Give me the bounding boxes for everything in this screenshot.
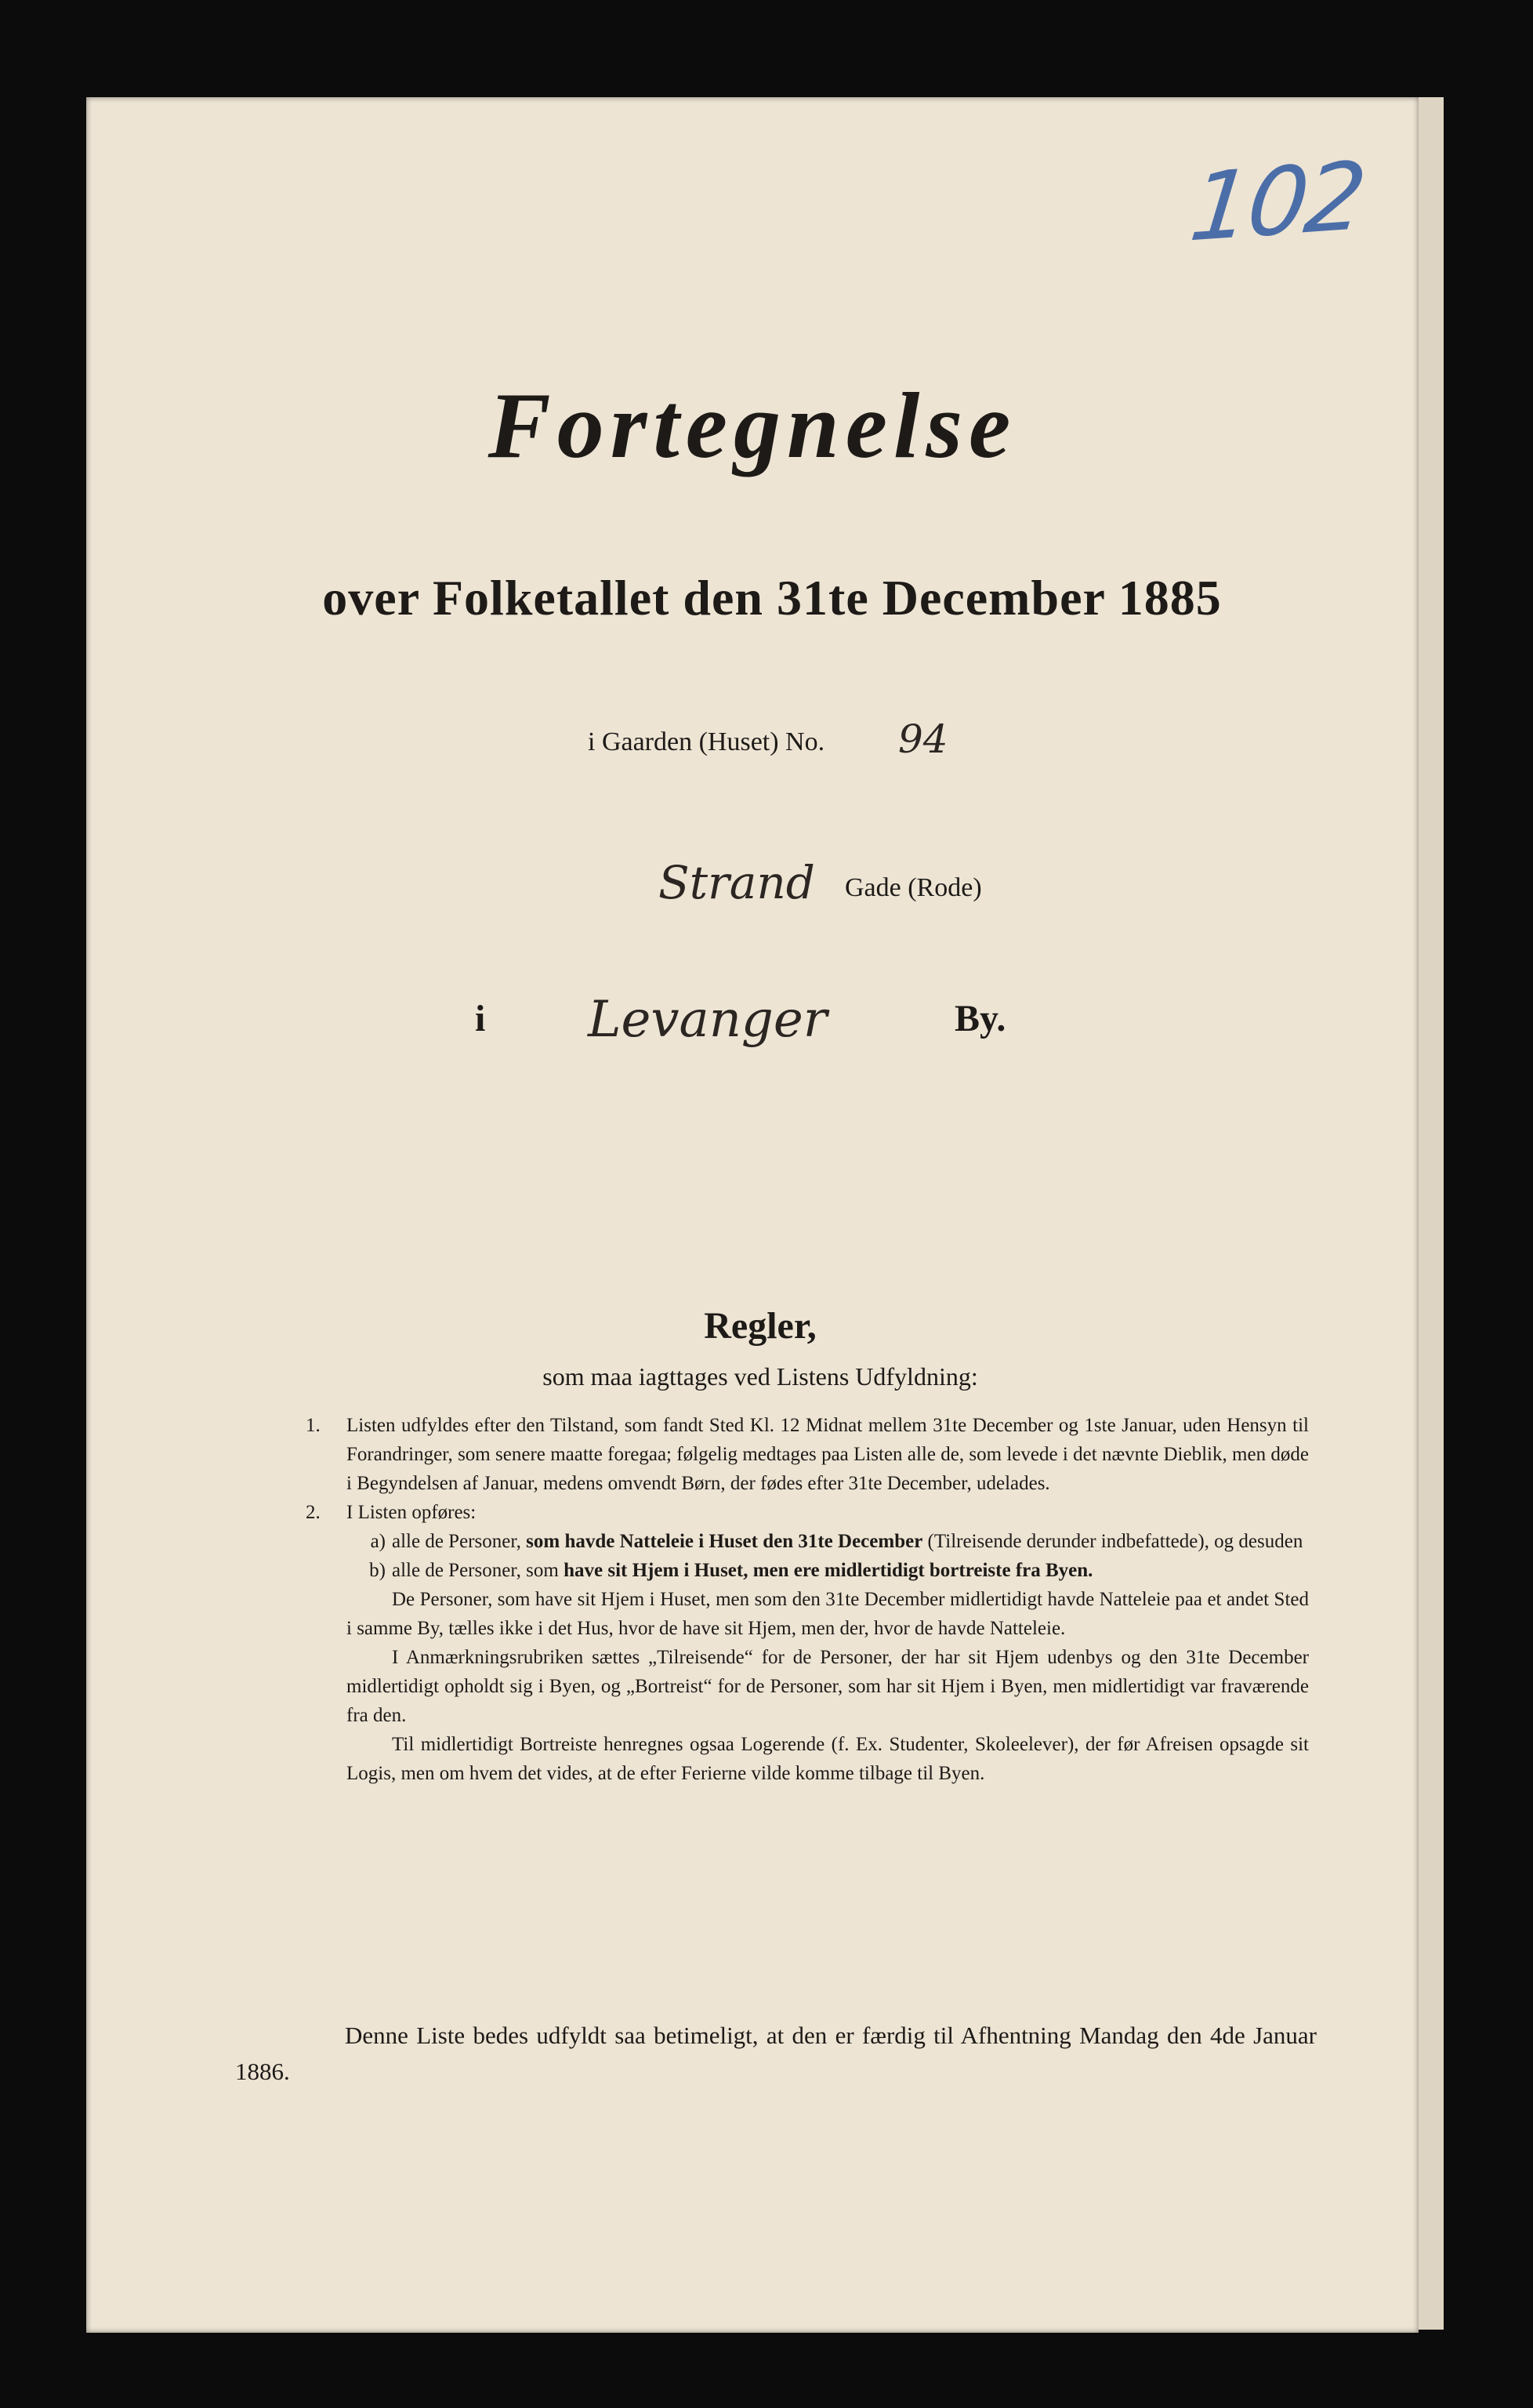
street-name: Strand	[658, 856, 815, 909]
city-prefix: i	[475, 998, 486, 1039]
rule-text: Til midlertidigt Bortreiste henregnes ogsaa Logerende (f. Ex. Studenter, Skoleelever), der før Afreisen opsagde sit Logis, men om hvem det vides, at de efter Ferierne vilde komme tilbage til Byen.	[346, 1734, 1309, 1784]
rule-paragraph-2	[306, 1643, 1309, 1730]
city-name: Levanger	[588, 991, 828, 1049]
rule-letter: b)	[369, 1560, 386, 1581]
rule-text: I Anmærkningsrubriken sættes „Tilreisende“ for de Personer, der har sit Hjem udenbys og den 31te December midlertidigt opholdt sig i Byen, og „Bortreist“ for de Personer, som har sit Hjem i Byen, men midlertidigt var fraværende fra den.	[346, 1647, 1309, 1726]
rule-text: alle de Personer, som havde Natteleie i Huset den 31te December (Tilreisende derunder indbefattede), og desuden	[392, 1531, 1303, 1552]
rule-text: I Listen opføres:	[346, 1502, 477, 1523]
rule-number: 1.	[306, 1415, 321, 1436]
rules-list	[306, 1411, 1309, 1788]
rule-paragraph-1	[306, 1585, 1309, 1643]
census-form-page	[86, 97, 1419, 2333]
rule-2	[306, 1498, 1309, 1527]
rule-text: Listen udfyldes efter den Tilstand, som fandt Sted Kl. 12 Midnat mellem 31te December og 1ste Januar, uden Hensyn til Forandringer, som senere maatte foregaa; følgelig medtages paa Listen alle de, som levede i det nævnte Dieblik, men døde i Begyndelsen af Januar, medens omvendt Børn, der fødes efter 31te December, udelades.	[346, 1415, 1309, 1494]
farm-label: i Gaarden (Huset) No.	[588, 727, 825, 756]
rule-paragraph-3	[306, 1730, 1309, 1788]
footer-note: Denne Liste bedes udfyldt saa betimeligt, at den er færdig til Afhentning Mandag den 4de Januar 1886.	[235, 2022, 1317, 2085]
rule-number: 2.	[306, 1502, 321, 1523]
street-label: Gade (Rode)	[845, 873, 982, 902]
rule-text: alle de Personer, som have sit Hjem i Huset, men ere midlertidigt bortreiste fra Byen.	[392, 1560, 1093, 1581]
rules-title: Regler,	[704, 1305, 817, 1347]
city-label: By.	[955, 998, 1006, 1039]
form-title: Fortegnelse	[487, 373, 1017, 477]
rule-1	[306, 1411, 1309, 1498]
handwritten-page-number: 102	[1184, 142, 1368, 263]
rule-text: De Personer, som have sit Hjem i Huset, men som den 31te December midlertidigt havde Natteleie paa et andet Sted i samme By, tælles ikke i det Hus, hvor de have sit Hjem, men der, hvor de havde Natteleie.	[346, 1589, 1309, 1639]
form-subtitle: over Folketallet den 31te December 1885	[322, 570, 1222, 626]
rule-letter: a)	[370, 1531, 386, 1552]
farm-number: 94	[898, 716, 948, 762]
rule-2b	[306, 1556, 1309, 1585]
rules-subtitle: som maa iagttages ved Listens Udfyldning:	[542, 1362, 978, 1391]
rule-2a	[306, 1527, 1309, 1556]
